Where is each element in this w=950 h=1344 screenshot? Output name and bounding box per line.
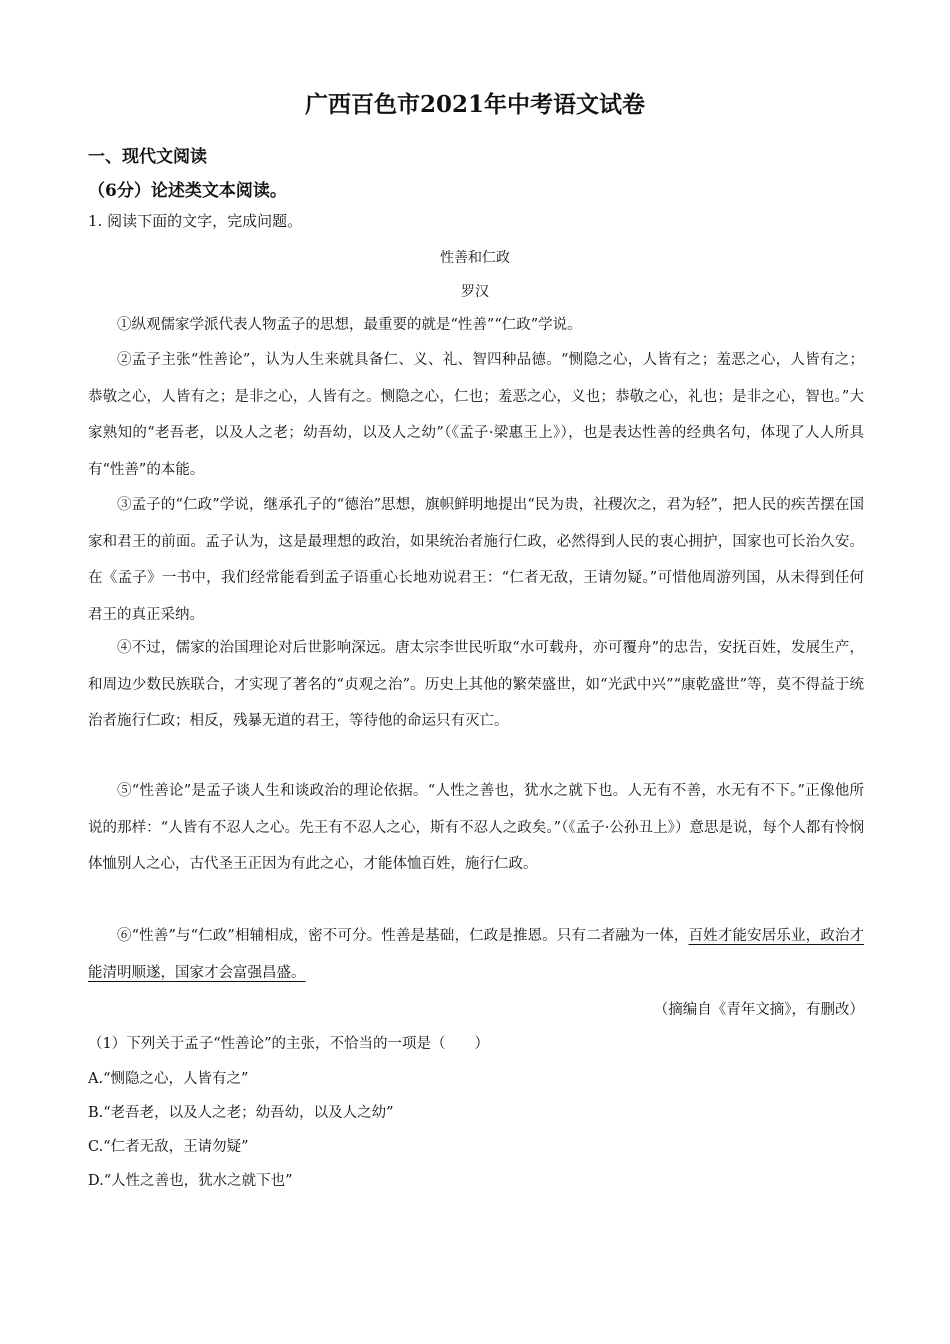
article-author: 罗汉 [461,284,489,300]
paragraph-2: ②孟子主张“性善论”，认为人生来就具备仁、义、礼、智四种品德。“恻隐之心，人皆有之；羞恶之心，人皆有之；恭敬之心，人皆有之；是非之心，人皆有之。恻隐之心，仁也；羞恶之心，义也；恭敬之心，礼也；是非之心，智也。”大家熟知的“老吾老，以及人之老；幼吾幼，以及人之幼”（《孟子·梁惠王上》），也是表达性善的经典名句，体现了人人所具有“性善”的本能。 [88,352,864,478]
article-title: 性善和仁政 [440,250,510,266]
section-subheading: （6分）论述类文本阅读。 [88,181,287,201]
section-heading: 一、现代文阅读 [88,147,207,167]
paragraph-6 [88,918,864,991]
paragraph-5: ⑤“性善论”是孟子谈人生和谈政治的理论依据。“人性之善也，犹水之就下也。人无有不善，水无有不下。”正像他所说的那样：“人皆有不忍人之心。先王有不忍人之心，斯有不忍人之政矣。”（《孟子·公孙丑上》）意思是说，每个人都有怜悯体恤别人之心，古代圣王正因为有此之心，才能体恤百姓，施行仁政。 [88,783,864,872]
paragraph-6-text: ⑥“性善”与“仁政”相辅相成，密不可分。性善是基础，仁政是推恩。只有二者融为一体， [117,928,689,944]
question-intro: 1. 阅读下面的文字，完成问题。 [88,212,303,230]
option-d: D.“人性之善也，犹水之就下也” [88,1173,293,1189]
paragraph-6-underlined: 百姓才能安居乐业，政治才能清明顺遂，国家才会富强昌盛。 [88,928,864,981]
option-c: C.“仁者无敌，王请勿疑” [88,1139,249,1155]
paragraph-3: ③孟子的“仁政”学说，继承孔子的“德治”思想，旗帜鲜明地提出“民为贵，社稷次之，君为轻”，把人民的疾苦摆在国家和君王的前面。孟子认为，这是最理想的政治，如果统治者施行仁政，必然得到人民的衷心拥护，国家也可长治久安。在《孟子》一书中，我们经常能看到孟子语重心长地劝说君王：“仁者无敌，王请勿疑。”可惜他周游列国，从未得到任何君王的真正采纳。 [88,497,864,623]
option-a: A.“恻隐之心，人皆有之” [88,1071,249,1087]
option-b: B.“老吾老，以及人之老；幼吾幼，以及人之幼” [88,1105,394,1121]
article-source: （摘编自《青年文摘》，有删改） [653,1002,864,1018]
page-title: 广西百色市2021年中考语文试卷 [304,91,645,118]
sub-question: （1）下列关于孟子“性善论”的主张，不恰当的一项是（ ） [88,1036,490,1052]
paragraph-4: ④不过，儒家的治国理论对后世影响深远。唐太宗李世民听取“水可载舟，亦可覆舟”的忠告，安抚百姓，发展生产，和周边少数民族联合，才实现了著名的“贞观之治”。历史上其他的繁荣盛世，如“光武中兴”“康乾盛世”等，莫不得益于统治者施行仁政；相反，残暴无道的君王，等待他的命运只有灭亡。 [88,640,864,729]
paragraph-1: ①纵观儒家学派代表人物孟子的思想，最重要的就是“性善”“仁政”学说。 [117,317,582,333]
